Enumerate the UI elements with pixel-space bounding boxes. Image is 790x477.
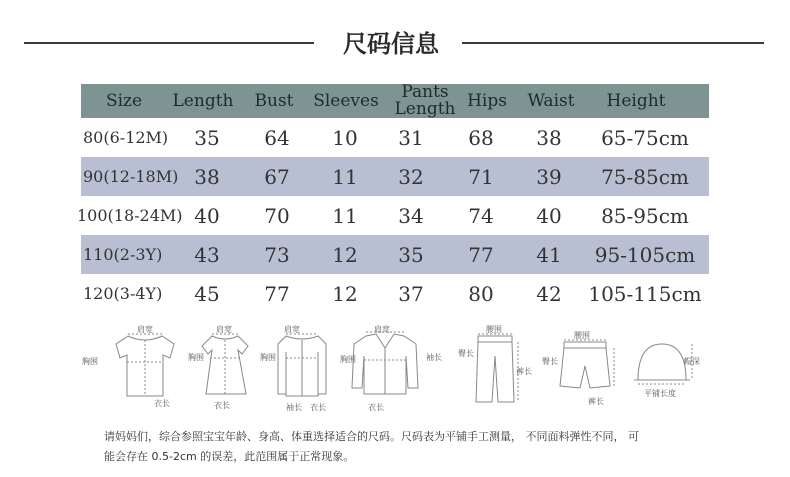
cell-size: 100(18-24M) (77, 206, 183, 225)
note-line-2: 能会存在 0.5-2cm 的误差，此范围属于正常现象。 (104, 450, 355, 463)
label-length: 裤长 (588, 397, 604, 406)
header-pants-length (387, 84, 463, 118)
cell-waist: 41 (536, 242, 562, 267)
header-height: Height (606, 91, 666, 111)
shorts-diagram (542, 322, 622, 414)
label-shoulder: 肩宽 (284, 325, 300, 334)
cell-size: 80(6-12M) (83, 128, 169, 147)
label-length: 裤长 (516, 367, 532, 376)
table-row (81, 274, 709, 313)
label-hips: 臀长 (458, 349, 474, 358)
label-length: 衣长 (154, 399, 170, 408)
page-title: 尺码信息 (343, 30, 439, 58)
tshirt-diagram (82, 322, 180, 414)
label-length: 衣长 (214, 401, 230, 410)
label-width: 平铺长度 (644, 389, 676, 398)
label-sleeve: 袖长 (426, 353, 442, 362)
cell-pants-length: 34 (398, 203, 424, 228)
cell-size: 120(3-4Y) (83, 284, 163, 303)
table-row (81, 235, 709, 274)
label-chest: 胸围 (340, 355, 356, 364)
cell-hips: 77 (468, 242, 494, 267)
label-length: 衣长 (368, 403, 384, 412)
cell-length: 35 (194, 125, 220, 150)
cell-hips: 80 (468, 281, 494, 306)
cell-height: 95-105cm (594, 242, 696, 267)
label-waist: 腰围 (486, 325, 502, 334)
jacket-icon (336, 322, 436, 414)
cell-height: 65-75cm (601, 125, 689, 150)
label-shoulder: 肩宽 (374, 325, 390, 334)
note-line-1: 请妈妈们，综合参照宝宝年龄、身高、体重选择适合的尺码。尺码表为平铺手工测量， 不同面料弹性不同， 可 (104, 430, 639, 443)
measurement-diagrams (82, 322, 720, 414)
label-shoulder: 肩宽 (137, 325, 153, 334)
shirt-diagram (260, 322, 338, 414)
cell-sleeves: 12 (332, 281, 358, 306)
label-waist: 腰围 (574, 331, 590, 340)
cell-hips: 68 (468, 125, 494, 150)
cell-waist: 40 (536, 203, 562, 228)
title-divider-left (24, 42, 314, 44)
size-table (77, 82, 709, 313)
cell-length: 38 (194, 164, 220, 189)
table-row (81, 157, 709, 196)
cell-hips: 71 (468, 164, 494, 189)
pants-diagram (458, 322, 532, 414)
cell-length: 40 (194, 203, 220, 228)
cell-sleeves: 10 (332, 125, 358, 150)
cell-bust: 70 (264, 203, 290, 228)
header-sleeves: Sleeves (313, 91, 379, 111)
cell-hips: 74 (468, 203, 494, 228)
header-waist: Waist (527, 91, 575, 111)
label-shoulder: 肩宽 (216, 325, 232, 334)
header-pants-length-line2: Length (394, 99, 456, 119)
cell-height: 105-115cm (588, 281, 702, 306)
label-hips: 臀长 (542, 357, 558, 366)
header-length: Length (172, 91, 234, 111)
hat-diagram (628, 322, 720, 414)
cell-length: 45 (194, 281, 220, 306)
header-pants-length-line1: Pants (401, 82, 449, 102)
dress-diagram (188, 322, 260, 414)
table-row (77, 196, 709, 235)
cell-length: 43 (194, 242, 220, 267)
jacket-diagram (336, 322, 442, 414)
hat-icon (628, 322, 720, 414)
cell-pants-length: 31 (398, 125, 424, 150)
label-chest: 胸围 (82, 357, 98, 366)
cell-bust: 64 (264, 125, 290, 150)
cell-waist: 39 (536, 164, 562, 189)
header-size: Size (105, 91, 143, 111)
header-hips: Hips (467, 91, 507, 111)
label-length: 衣长 (310, 403, 326, 412)
label-sleeve: 袖长 (286, 403, 302, 412)
cell-bust: 77 (264, 281, 290, 306)
cell-pants-length: 35 (398, 242, 424, 267)
cell-pants-length: 32 (398, 164, 424, 189)
cell-size: 110(2-3Y) (83, 245, 163, 264)
cell-bust: 67 (264, 164, 290, 189)
cell-bust: 73 (264, 242, 290, 267)
cell-waist: 42 (536, 281, 562, 306)
label-chest: 胸围 (260, 353, 276, 362)
table-row (81, 118, 709, 157)
label-chest: 胸围 (188, 353, 204, 362)
cell-sleeves: 11 (332, 203, 358, 228)
header-bust: Bust (254, 91, 294, 111)
cell-size: 90(12-18M) (83, 167, 179, 186)
shirt-icon (264, 322, 338, 414)
cell-height: 75-85cm (601, 164, 689, 189)
label-depth: 帽深 (684, 357, 700, 366)
cell-sleeves: 12 (332, 242, 358, 267)
cell-pants-length: 37 (398, 281, 424, 306)
title-row (0, 22, 790, 62)
cell-height: 85-95cm (601, 203, 689, 228)
cell-sleeves: 11 (332, 164, 358, 189)
title-divider-right (462, 42, 764, 44)
cell-waist: 38 (536, 125, 562, 150)
table-header (81, 84, 709, 118)
